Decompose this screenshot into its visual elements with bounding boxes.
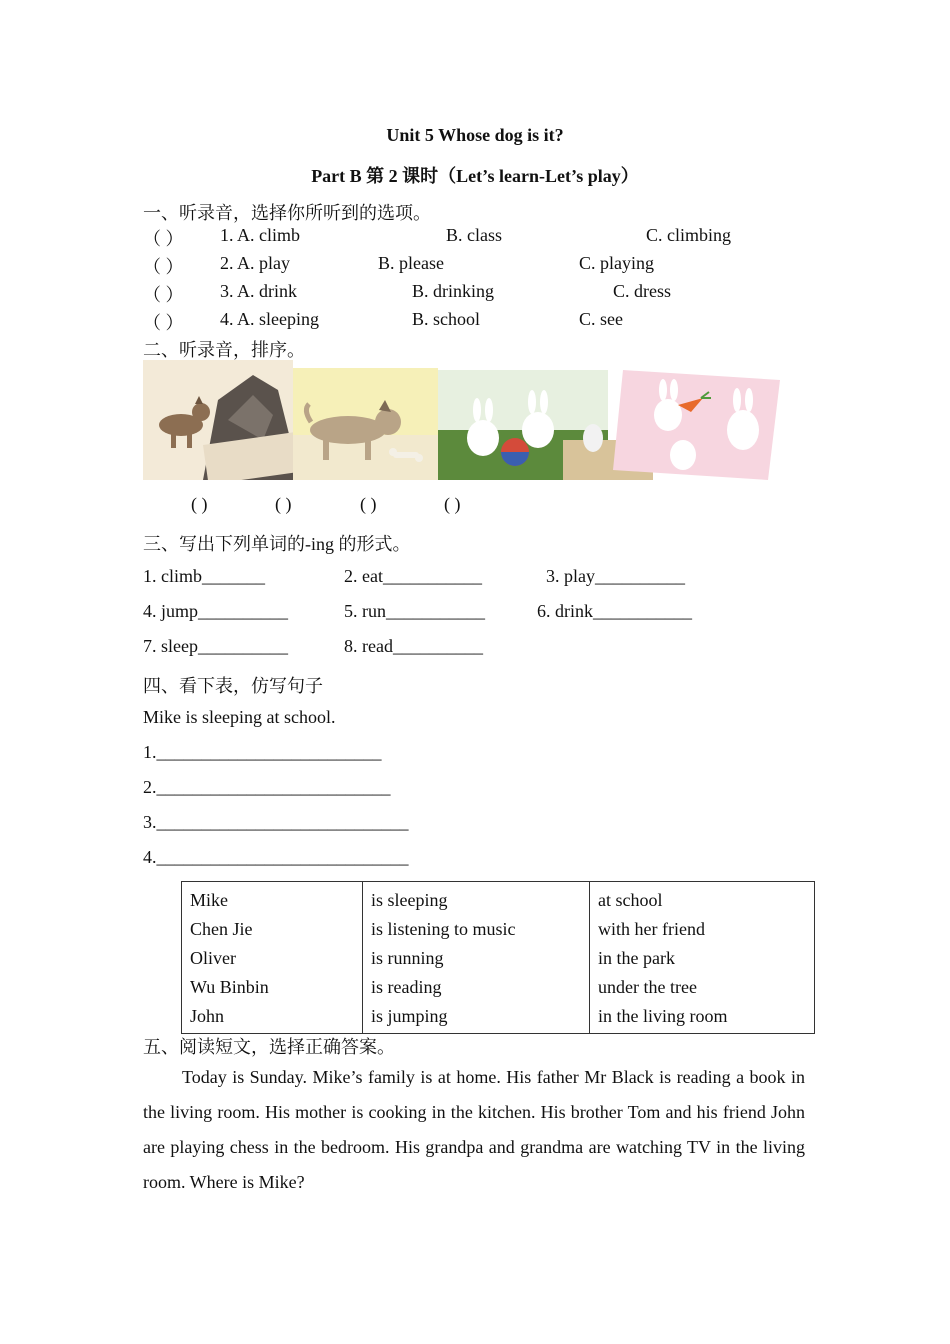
table-cell: with her friend [598,919,705,939]
option-a: 4. A. sleeping [220,309,319,329]
picture-strip [143,360,780,480]
rabbits-jumping-picture [613,370,780,480]
ing-item[interactable]: 5. run___________ [344,601,485,621]
section1-heading: 一、听录音，选择你所听到的选项。 [143,203,431,223]
answer-bracket[interactable]: （ ） [143,313,184,333]
answer-line[interactable]: 2.__________________________ [143,777,391,797]
ing-item[interactable]: 4. jump__________ [143,601,289,621]
action-column [363,882,590,1034]
question-row [143,225,843,249]
table-cell: is running [371,948,444,968]
option-b: B. school [412,309,481,329]
question-row [143,253,843,277]
table-cell: at school [598,890,663,910]
answer-bracket[interactable]: （ ） [143,229,184,249]
table-cell: Wu Binbin [190,977,269,997]
activity-table [181,881,815,1034]
reading-passage: Today is Sunday. Mike’s family is at home. His father Mr Black is reading a book in the living room. His mother is cooking in the kitchen. His brother Tom and his friend John are playing chess in the bedroom. His grandpa and grandma are watching TV in the living room. Where is Mike? [143,1067,805,1192]
table-cell: is reading [371,977,442,997]
section3-heading: 三、写出下列单词的-ing 的形式。 [143,534,411,554]
section4-heading: 四、看下表，仿写句子 [143,676,323,696]
option-c: C. see [579,309,623,329]
option-b: B. please [378,253,444,273]
page-subtitle: Part B 第 2 课时（Let’s learn-Let’s play） [311,166,639,186]
table-cell: under the tree [598,977,697,997]
option-c: C. playing [579,253,654,273]
option-c: C. climbing [646,225,731,245]
table-cell: is listening to music [371,919,516,939]
answer-line[interactable]: 1._________________________ [143,742,382,762]
page-title: Unit 5 Whose dog is it? [386,125,564,145]
order-slot[interactable]: ( ) [275,494,292,514]
example-sentence: Mike is sleeping at school. [143,707,336,727]
option-b: B. class [446,225,502,245]
ing-item[interactable]: 6. drink___________ [537,601,692,621]
question-row [143,309,843,333]
place-column [590,882,815,1034]
ing-item[interactable]: 7. sleep__________ [143,636,288,656]
ing-item[interactable]: 1. climb_______ [143,566,265,586]
table-cell: Chen Jie [190,919,253,939]
ing-item[interactable]: 3. play__________ [546,566,685,586]
option-a: 3. A. drink [220,281,298,301]
option-c: C. dress [613,281,671,301]
answer-bracket[interactable]: （ ） [143,285,184,305]
answer-line[interactable]: 3.____________________________ [143,812,409,832]
question-row [143,281,843,305]
section5-heading: 五、阅读短文，选择正确答案。 [143,1037,395,1057]
ing-item[interactable]: 8. read__________ [344,636,483,656]
ing-item[interactable]: 2. eat___________ [344,566,482,586]
option-b: B. drinking [412,281,495,301]
table-cell: in the park [598,948,675,968]
table-cell: is jumping [371,1006,448,1026]
name-column [182,882,363,1034]
table-cell: is sleeping [371,890,448,910]
table-cell: in the living room [598,1006,728,1026]
answer-line[interactable]: 4.____________________________ [143,847,409,867]
order-slot[interactable]: ( ) [444,494,461,514]
order-slot[interactable]: ( ) [191,494,208,514]
section2-heading: 二、听录音，排序。 [143,340,305,360]
option-a: 1. A. climb [220,225,300,245]
table-cell: Oliver [190,948,236,968]
dog-with-bone-picture [293,368,438,480]
answer-bracket[interactable]: （ ） [143,257,184,277]
order-slot[interactable]: ( ) [360,494,377,514]
table-cell: John [190,1006,225,1026]
table-cell: Mike [190,890,228,910]
option-a: 2. A. play [220,253,290,273]
